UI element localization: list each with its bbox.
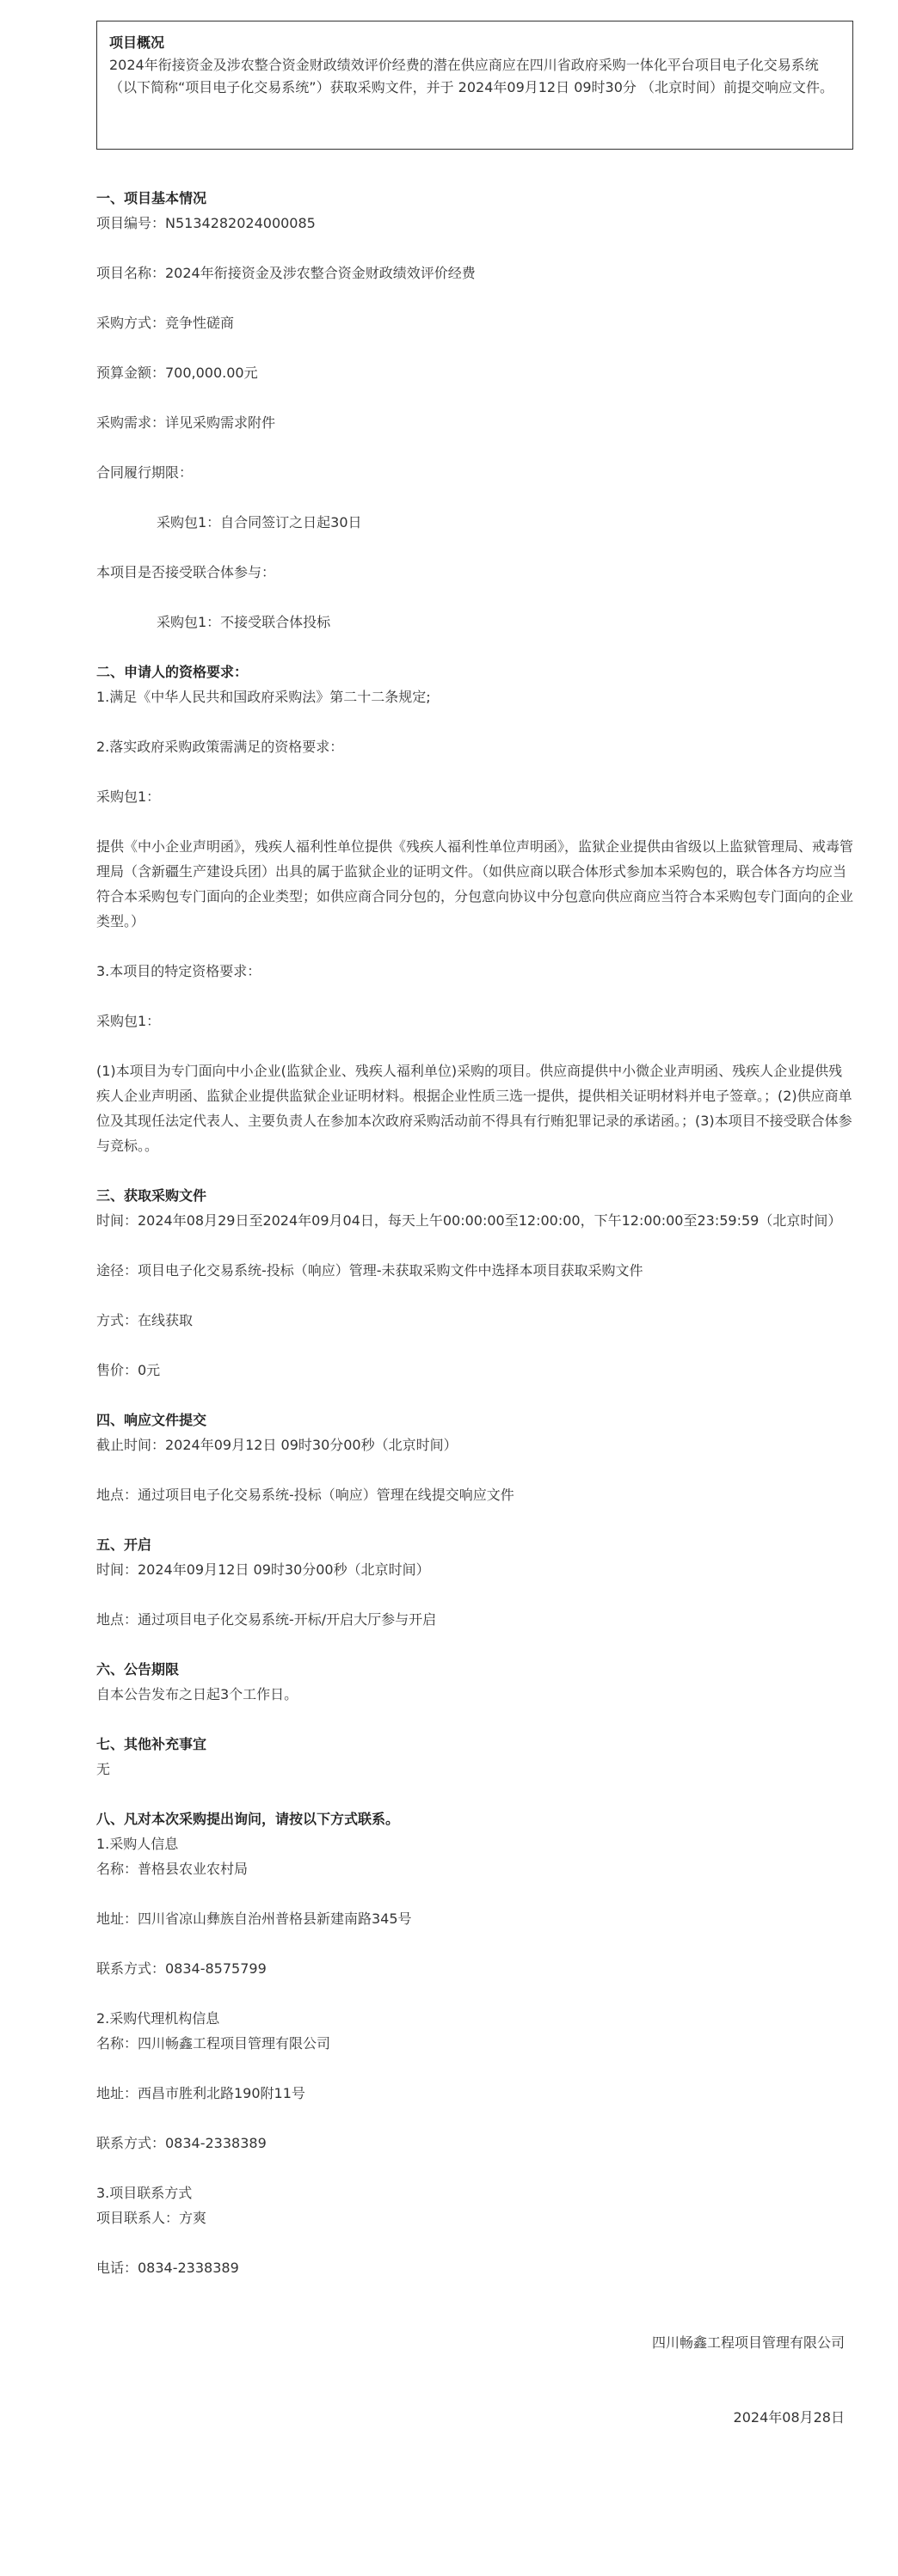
submit-place: 地点：通过项目电子化交易系统-投标（响应）管理在线提交响应文件 xyxy=(96,1487,514,1503)
submit-deadline: 截止时间：2024年09月12日 09时30分00秒（北京时间） xyxy=(96,1437,458,1453)
other-matters: 无 xyxy=(96,1761,111,1777)
procurement-method: 采购方式：竞争性磋商 xyxy=(96,315,235,331)
section-4-heading: 四、响应文件提交 xyxy=(96,1412,207,1428)
contact-phone: 电话：0834-2338389 xyxy=(96,2260,239,2276)
overview-text: 2024年衔接资金及涉农整合资金财政绩效评价经费的潜在供应商应在四川省政府采购一体化平台项目电子化交易系统（以下简称“项目电子化交易系统”）获取采购文件，并于 2024年09月12日 09时30分 （北京时间）前提交响应文件。 xyxy=(109,57,833,95)
agent-name: 名称：四川畅鑫工程项目管理有限公司 xyxy=(96,2035,331,2052)
obtain-time: 时间：2024年08月29日至2024年09月04日，每天上午00:00:00至12:00:00，下午12:00:00至23:59:59（北京时间） xyxy=(96,1212,842,1229)
footer-date: 2024年08月28日 xyxy=(733,2409,845,2426)
project-number: 项目编号：N5134282024000085 xyxy=(96,215,316,231)
requirement-2-package: 采购包1： xyxy=(96,788,161,805)
consortium-label: 本项目是否接受联合体参与： xyxy=(96,564,276,580)
opening-time: 时间：2024年09月12日 09时30分00秒（北京时间） xyxy=(96,1561,430,1578)
requirement-3-text: (1)本项目为专门面向中小企业(监狱企业、残疾人福利单位)采购的项目。供应商提供中小微企业声明函、残疾人企业提供残疾人企业声明函、监狱企业提供监狱企业证明材料。根据企业性质三选一提供，提供相关证明材料并电子签章。；(2)供应商单位及其现任法定代表人、主要负责人在参加本次政府采购活动前不得具有行贿犯罪记录的承诺函。；(3)本项目不接受联合体参与竞标。。 xyxy=(96,1063,852,1154)
obtain-mode: 方式：在线获取 xyxy=(96,1312,194,1328)
contact-person: 项目联系人：方爽 xyxy=(96,2210,207,2226)
contact-title: 3.项目联系方式 xyxy=(96,2185,193,2201)
notice-period: 自本公告发布之日起3个工作日。 xyxy=(96,1686,298,1702)
consortium-package: 采购包1：不接受联合体投标 xyxy=(157,614,331,630)
section-1-heading: 一、项目基本情况 xyxy=(96,190,207,206)
requirement-1: 1.满足《中华人民共和国政府采购法》第二十二条规定; xyxy=(96,689,431,705)
procurement-demand: 采购需求：详见采购需求附件 xyxy=(96,414,276,431)
contract-period-label: 合同履行期限： xyxy=(96,464,194,481)
requirement-3-package: 采购包1： xyxy=(96,1013,161,1029)
buyer-name: 名称：普格县农业农村局 xyxy=(96,1861,249,1877)
requirement-2: 2.落实政府采购政策需满足的资格要求： xyxy=(96,739,344,755)
section-7-heading: 七、其他补充事宜 xyxy=(96,1736,207,1752)
section-5-heading: 五、开启 xyxy=(96,1536,152,1553)
obtain-way: 途径：项目电子化交易系统-投标（响应）管理-未获取采购文件中选择本项目获取采购文件 xyxy=(96,1262,643,1279)
requirement-2-text: 提供《中小企业声明函》，残疾人福利性单位提供《残疾人福利性单位声明函》，监狱企业提供由省级以上监狱管理局、戒毒管理局（含新疆生产建设兵团）出具的属于监狱企业的证明文件。（如供应商以联合体形式参加本采购包的，联合体各方均应当符合本采购包专门面向的企业类型；如供应商合同分包的，分包意向协议中分包意向供应商应当符合本采购包专门面向的企业类型。） xyxy=(96,838,854,929)
requirement-3: 3.本项目的特定资格要求： xyxy=(96,963,261,979)
notice-document xyxy=(96,21,853,2430)
section-6-heading: 六、公告期限 xyxy=(96,1661,180,1677)
agent-phone: 联系方式：0834-2338389 xyxy=(96,2135,267,2151)
budget-amount: 预算金额：700,000.00元 xyxy=(96,365,258,381)
agent-title: 2.采购代理机构信息 xyxy=(96,2010,220,2027)
buyer-title: 1.采购人信息 xyxy=(96,1836,179,1852)
obtain-price: 售价：0元 xyxy=(96,1362,161,1378)
section-8-heading: 八、凡对本次采购提出询问，请按以下方式联系。 xyxy=(96,1811,400,1827)
buyer-phone: 联系方式：0834-8575799 xyxy=(96,1960,267,1977)
section-2-heading: 二、申请人的资格要求： xyxy=(96,664,249,680)
agent-address: 地址：西昌市胜利北路190附11号 xyxy=(96,2085,305,2101)
buyer-address: 地址：四川省凉山彝族自治州普格县新建南路345号 xyxy=(96,1911,412,1927)
project-overview-box xyxy=(96,21,853,150)
contract-period-package: 采购包1：自合同签订之日起30日 xyxy=(157,514,362,531)
opening-place: 地点：通过项目电子化交易系统-开标/开启大厅参与开启 xyxy=(96,1611,437,1628)
project-name: 项目名称：2024年衔接资金及涉农整合资金财政绩效评价经费 xyxy=(96,265,476,281)
section-3-heading: 三、获取采购文件 xyxy=(96,1187,207,1204)
footer-organization: 四川畅鑫工程项目管理有限公司 xyxy=(651,2334,845,2351)
overview-title: 项目概况 xyxy=(109,34,165,51)
